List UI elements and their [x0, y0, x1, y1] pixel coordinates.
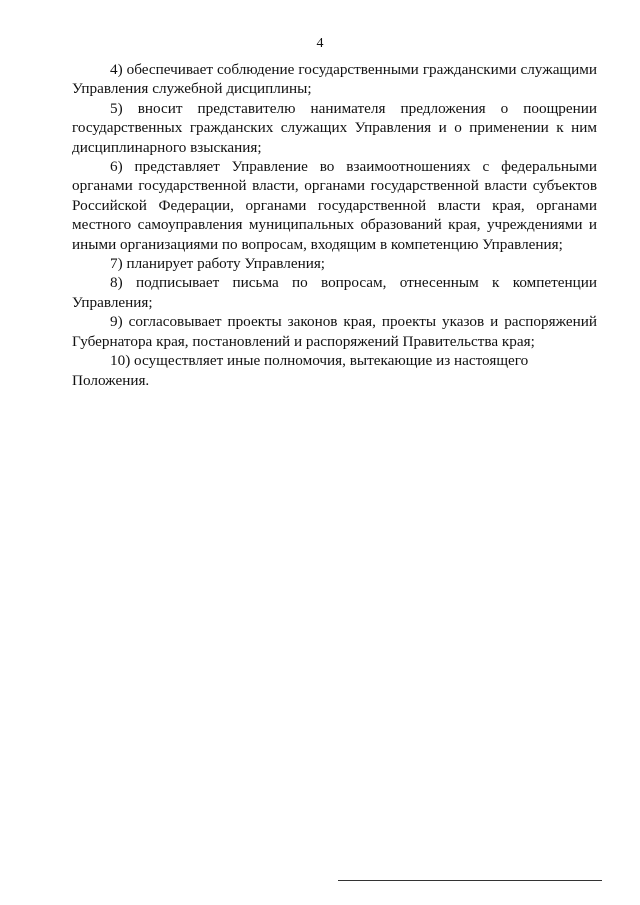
paragraph-item-10: 10) осуществляет иные полномочия, вытекающие из настоящего Положения. [72, 352, 529, 389]
paragraph-item-9: 9) согласовывает проекты законов края, проекты указов и распоряжений Губернатора края, постановлений и распоряжений Правительства края; [72, 313, 597, 350]
paragraph-item-8: 8) подписывает письма по вопросам, отнесенным к компетенции Управления; [72, 274, 597, 311]
paragraph-item-5: 5) вносит представителю нанимателя предложения о поощрении государственных гражданских служащих Управления и о применении к ним дисциплинарного взыскания; [72, 99, 597, 156]
document-body [72, 60, 597, 390]
paragraph-item-7: 7) планирует работу Управления; [110, 255, 326, 273]
paragraph-item-6: 6) представляет Управление во взаимоотношениях с федеральными органами государственной власти, органами государственной власти субъектов Российской Федерации, органами государственной власти края, органами местного самоуправления муниципальных образований края, учреждениями и иными организациями по вопросам, входящим в компетенцию Управления; [72, 158, 597, 253]
paragraph-item-4: 4) обеспечивает соблюдение государственными гражданскими служащими Управления служебной дисциплины; [72, 61, 597, 98]
page-number: 4 [316, 36, 324, 51]
footer-divider [338, 880, 602, 881]
